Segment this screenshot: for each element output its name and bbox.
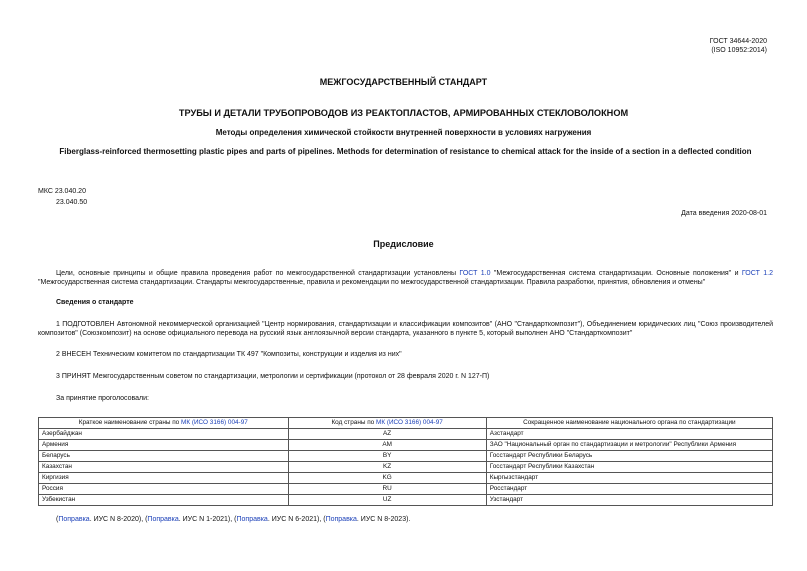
- code-cell: AZ: [288, 429, 486, 440]
- code-cell: RU: [288, 484, 486, 495]
- amendment-open: (: [323, 516, 326, 523]
- mks-code-2: 23.040.50: [56, 199, 88, 206]
- foreword-text-3: "Межгосударственная система стандартизации. Стандарты межгосударственные, правила и рекомендации по межгосударственной стандартизации. Правила разработки, принятия, обновления и отмены": [38, 278, 706, 286]
- gost-1-0-link[interactable]: ГОСТ 1.0: [459, 270, 491, 277]
- foreword-paragraph: [38, 270, 773, 288]
- country-cell: Беларусь: [39, 451, 289, 462]
- country-cell: Казахстан: [39, 462, 289, 473]
- foreword-text-1: Цели, основные принципы и общие правила проведения работ по межгосударственной стандартизации установлены: [56, 270, 460, 277]
- english-title: Fiberglass-reinforced thermosetting plastic pipes and parts of pipelines. Methods for determination of resistance to chemical attack for the inside of a section in a deflected condition: [59, 147, 752, 156]
- document-subtitle: Методы определения химической стойкости внутренней поверхности в условиях нагружения: [215, 128, 592, 137]
- table-header-row: [39, 418, 773, 429]
- foreword-text-2: "Межгосударственная система стандартизации. Основные положения" и: [490, 270, 742, 277]
- amendments-line: [56, 516, 410, 525]
- code-cell: AM: [288, 440, 486, 451]
- body-cell: Госстандарт Республики Казахстан: [486, 462, 772, 473]
- table-row: [39, 484, 773, 495]
- header-country-name: [39, 418, 289, 429]
- gost-1-2-link[interactable]: ГОСТ 1.2: [741, 270, 773, 277]
- code-cell: BY: [288, 451, 486, 462]
- item-1-prepared: 1 ПОДГОТОВЛЕН Автономной некоммерческой организацией "Центр нормирования, стандартизации и классификации композитов" (АНО "Стандарткомпозит"), Объединением юридических лиц "Союз производителей композитов" (Союзкомпозит) на основе официального перевода на русский язык англоязычной версии стандарта, указанного в пункте 5, который выполнен АНО "Стандарткомпозит": [38, 321, 773, 337]
- amendment-text: . ИУС N 1-2021): [178, 516, 231, 523]
- amendment-open: (: [234, 516, 237, 523]
- document-header: [710, 38, 767, 56]
- amendment-4: [323, 516, 410, 523]
- table-row: [39, 451, 773, 462]
- code-cell: KZ: [288, 462, 486, 473]
- code-cell: UZ: [288, 495, 486, 506]
- amendment-separator: .: [408, 516, 411, 523]
- item-2-submitted: 2 ВНЕСЕН Техническим комитетом по стандартизации ТК 497 "Композиты, конструкции и изделия из них": [56, 351, 402, 358]
- amendment-link[interactable]: Поправка: [147, 516, 179, 523]
- header-country-text: Краткое наименование страны по: [78, 419, 182, 426]
- header-country-code: [288, 418, 486, 429]
- body-cell: Росстандарт: [486, 484, 772, 495]
- table-row: [39, 462, 773, 473]
- item-3-adopted: 3 ПРИНЯТ Межгосударственным советом по стандартизации, метрологии и сертификации (протокол от 28 февраля 2020 г. N 127-П): [56, 373, 490, 380]
- amendment-open: (: [145, 516, 148, 523]
- amendment-link[interactable]: Поправка: [58, 516, 90, 523]
- table-row: [39, 495, 773, 506]
- voting-countries-table: [38, 417, 773, 506]
- amendment-2: [145, 516, 237, 523]
- amendment-separator: ,: [141, 516, 146, 523]
- body-cell: Госстандарт Республики Беларусь: [486, 451, 772, 462]
- header-code-text: Код страны по: [331, 419, 377, 426]
- document-title: ТРУБЫ И ДЕТАЛИ ТРУБОПРОВОДОВ ИЗ РЕАКТОПЛАСТОВ, АРМИРОВАННЫХ СТЕКЛОВОЛОКНОМ: [178, 108, 629, 118]
- body-cell: Узстандарт: [486, 495, 772, 506]
- amendment-separator: ,: [319, 516, 324, 523]
- mk-iso-link[interactable]: МК (ИСО 3166) 004-97: [181, 419, 248, 426]
- country-cell: Армения: [39, 440, 289, 451]
- amendment-3: [234, 516, 326, 523]
- table-row: [39, 473, 773, 484]
- country-cell: Узбекистан: [39, 495, 289, 506]
- mks-code-1: МКС 23.040.20: [38, 188, 86, 195]
- gost-code: ГОСТ 34644-2020: [709, 38, 767, 45]
- standard-info-heading: Сведения о стандарте: [56, 299, 134, 306]
- body-cell: Кыргызстандарт: [486, 473, 772, 484]
- amendment-link[interactable]: Поправка: [325, 516, 357, 523]
- amendment-text: . ИУС N 6-2021): [267, 516, 320, 523]
- amendment-text: . ИУС N 8-2020): [89, 516, 142, 523]
- amendment-separator: ,: [230, 516, 235, 523]
- code-cell: KG: [288, 473, 486, 484]
- country-cell: Азербайджан: [39, 429, 289, 440]
- body-cell: ЗАО "Национальный орган по стандартизации и метрологии" Республики Армения: [486, 440, 772, 451]
- foreword-heading: Предисловие: [373, 239, 434, 249]
- body-cell: Азстандарт: [486, 429, 772, 440]
- amendment-link[interactable]: Поправка: [236, 516, 268, 523]
- country-cell: Россия: [39, 484, 289, 495]
- table-row: [39, 440, 773, 451]
- amendment-open: (: [56, 516, 59, 523]
- amendment-1: [56, 516, 148, 523]
- mk-iso-link[interactable]: МК (ИСО 3166) 004-97: [376, 419, 443, 426]
- voted-label: За принятие проголосовали:: [56, 395, 149, 402]
- table-row: [39, 429, 773, 440]
- standard-type: МЕЖГОСУДАРСТВЕННЫЙ СТАНДАРТ: [319, 77, 488, 87]
- header-national-body: Сокращенное наименование национального органа по стандартизации: [486, 418, 772, 429]
- country-cell: Киргизия: [39, 473, 289, 484]
- introduction-date: Дата введения 2020-08-01: [681, 210, 767, 217]
- amendment-text: . ИУС N 8-2023): [356, 516, 409, 523]
- iso-code: (ISO 10952:2014): [711, 46, 767, 54]
